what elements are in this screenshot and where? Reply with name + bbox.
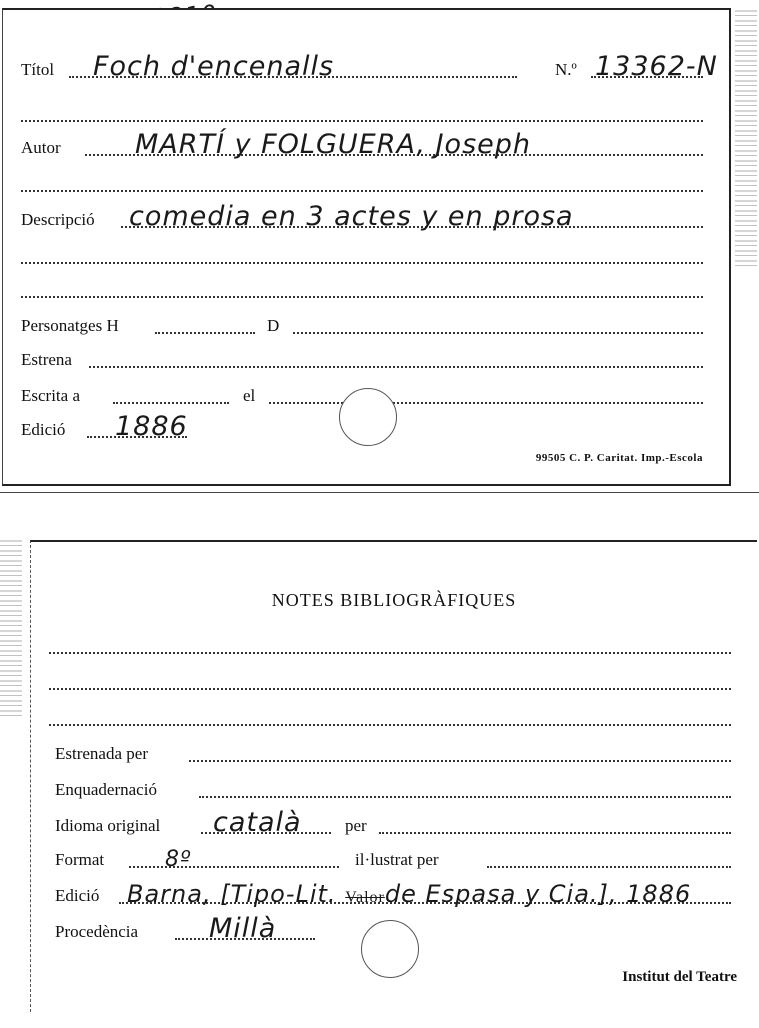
catalog-card-back bbox=[30, 540, 757, 1012]
estrenada-label: Estrenada per bbox=[55, 744, 148, 763]
idioma-row bbox=[49, 807, 731, 840]
format-value: 8º bbox=[165, 847, 192, 872]
enquadernacio-row bbox=[49, 776, 731, 804]
blank-line bbox=[21, 120, 703, 122]
edicio-back-value bbox=[127, 880, 691, 908]
per-label: per bbox=[345, 816, 367, 835]
autor-value: MARTÍ y FOLGUERA, Joseph bbox=[135, 129, 532, 160]
personatges-row bbox=[21, 312, 703, 340]
descripcio-value: comedia en 3 actes y en prosa bbox=[129, 201, 574, 232]
illustrat-label: il·lustrat per bbox=[355, 850, 439, 869]
numero-value: 13362-N bbox=[595, 51, 718, 82]
edicio-back-label: Edició bbox=[55, 886, 100, 905]
blank-line bbox=[49, 652, 731, 654]
el-dots bbox=[269, 402, 703, 404]
escrita-dots bbox=[113, 402, 229, 404]
personatges-label: Personatges H bbox=[21, 316, 119, 335]
estrena-dots bbox=[89, 366, 703, 368]
d-label: D bbox=[267, 316, 280, 335]
scan-edge-noise bbox=[735, 10, 757, 270]
edicio-value: 1886 bbox=[115, 411, 188, 442]
page-separator bbox=[0, 492, 759, 493]
idioma-label: Idioma original bbox=[55, 816, 161, 835]
punch-hole bbox=[339, 388, 397, 446]
procedencia-value: Millà bbox=[209, 913, 277, 944]
printer-imprint: 99505 C. P. Caritat. Imp.-Escola bbox=[535, 452, 703, 464]
titol-value: Foch d'encenalls bbox=[93, 51, 335, 82]
personatges-h-dots bbox=[155, 332, 255, 334]
estrena-label: Estrena bbox=[21, 350, 72, 369]
institut-imprint: Institut del Teatre bbox=[622, 969, 737, 985]
blank-line bbox=[21, 190, 703, 192]
autor-label: Autor bbox=[21, 138, 61, 157]
blank-line bbox=[21, 296, 703, 298]
scan-edge-noise bbox=[0, 540, 22, 720]
descripcio-label: Descripció bbox=[21, 210, 95, 229]
blank-line bbox=[49, 724, 731, 726]
catalog-card-front bbox=[2, 8, 731, 486]
edicio-label: Edició bbox=[21, 420, 66, 439]
edicio-value-struck: Valor bbox=[345, 889, 385, 906]
procedencia-label: Procedència bbox=[55, 922, 139, 941]
edicio-back-row bbox=[49, 882, 731, 910]
blank-line bbox=[21, 262, 703, 264]
personatges-d-dots bbox=[293, 332, 703, 334]
titol-row bbox=[21, 51, 718, 84]
estrenada-row bbox=[49, 740, 731, 768]
escrita-label: Escrita a bbox=[21, 386, 80, 405]
el-label: el bbox=[243, 386, 256, 405]
descripcio-row bbox=[21, 201, 703, 234]
idioma-value: català bbox=[213, 807, 302, 838]
titol-label: Títol bbox=[21, 60, 55, 79]
punch-hole bbox=[361, 920, 419, 978]
notes-heading: NOTES BIBLIOGRÀFIQUES bbox=[271, 590, 517, 610]
edicio-value-part-b: de Espasa y Cia.], 1886 bbox=[384, 880, 692, 908]
autor-row bbox=[21, 129, 703, 162]
format-dots bbox=[129, 866, 339, 868]
per-dots bbox=[379, 832, 731, 834]
estrena-row bbox=[21, 346, 703, 374]
edicio-value-part-a: Barna, [Tipo-Lit. bbox=[127, 880, 337, 908]
blank-line bbox=[49, 688, 731, 690]
estrenada-dots bbox=[189, 760, 731, 762]
format-row bbox=[49, 846, 731, 874]
numero-label: N.º bbox=[555, 60, 577, 79]
format-label: Format bbox=[55, 850, 105, 869]
illustrat-dots bbox=[487, 866, 731, 868]
enquadernacio-dots bbox=[199, 796, 731, 798]
enquadernacio-label: Enquadernació bbox=[55, 780, 157, 799]
